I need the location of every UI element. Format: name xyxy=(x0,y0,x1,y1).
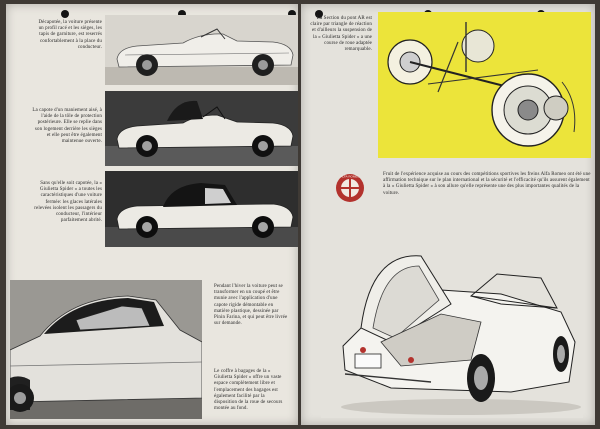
binder-hole xyxy=(61,10,69,18)
alfa-romeo-emblem xyxy=(335,173,365,203)
caption-closed: Sans qu'elle soit capotée, la « Giulietta Spider » a toutes les caractéristiques d'une voiture fermée: les glaces latérales relevées isolent les passagers du conducteur, l'intérieur parfaitement abrité. xyxy=(34,181,102,224)
caption-open-roadster: Décapotée, la voiture présente un profil racé et les sièges, les tapis de garniture, est reserrés confortablement à la place du conducteur. xyxy=(38,20,102,50)
rear-axle-illustration xyxy=(378,12,591,158)
right-page xyxy=(301,4,595,425)
emblem-text: ALFA ROMEO xyxy=(340,174,360,179)
caption-hardtop: Pendant l'hiver la voiture peut se transformer en un coupé et être munie avec l'application d'une capote rigide démontable en matière plastique, dessinée par Pinin Farina, et qui peut être livrée sur demande. xyxy=(214,284,288,327)
photo-spider-hood-folding xyxy=(105,91,298,166)
left-page xyxy=(6,4,298,425)
photo-hardtop-closeup xyxy=(10,280,202,419)
caption-hood: La capote d'un maniement aisé, à l'aide de la tôle de protection postérieure. Elle se replie dans son logement derrière les sièges et elle peut être également maintenue ouverte. xyxy=(32,108,102,145)
caption-suspension: La Section du pont AR est claire par triangle de réaction et d'ailleurs la suspension de la « Giulietta Spider » a une course de roue adaptée remarquable. xyxy=(310,16,372,53)
photo-open-boot xyxy=(321,242,583,418)
caption-brakes: Fruit de l'expérience acquise au cours des compétitions sportives les freins Alfa Romeo ont été une affirmation technique sur le plan international et la sécurité et l'efficacité qu'ils assurent également à la « Giulietta Spider » à son allure qu'elle représente une des plus importantes qualités de la voiture. xyxy=(383,172,591,196)
photo-spider-hood-up xyxy=(105,171,298,247)
photo-spider-open xyxy=(105,15,298,85)
caption-boot: Le coffre à bagages de la « Giulietta Spider » offre un vaste espace complètement libre et l'emplacement des bagages est également facilité par la disposition de la roue de secours montée au fond. xyxy=(214,369,283,412)
